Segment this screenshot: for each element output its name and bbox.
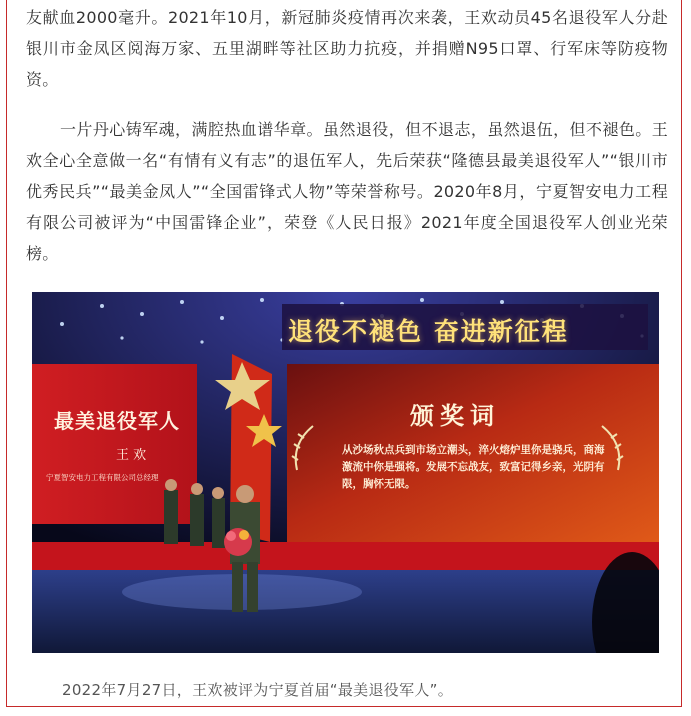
article-paragraph-1: 友献血2000毫升。2021年10月，新冠肺炎疫情再次来袭，王欢动员45名退役军人分赴银川市金凤区阅海万家、五里湖畔等社区助力抗疫，并捐赠N95口罩、行军床等防疫物资。 [26, 8, 668, 89]
article-paragraph-2: 一片丹心铸军魂，满腔热血谱华章。虽然退役，但不退志，虽然退伍，但不褪色。王欢全心全意做一名“有情有义有志”的退伍军人，先后荣获“隆德县最美退役军人”“银川市优秀民兵”“最美金凤人”“全国雷锋式人物”等荣誉称号。2020年8月，宁夏智安电力工程有限公司被评为“中国雷锋企业”，荣登《人民日报》2021年度全国退役军人创业光荣榜。 [26, 120, 668, 263]
stage-front-led [32, 542, 659, 572]
stage-floor [32, 570, 659, 653]
honor-guard [164, 479, 225, 548]
award-company: 宁夏智安电力工程有限公司总经理 [46, 473, 159, 482]
citation-body: 从沙场秋点兵到市场立潮头，淬火熔炉里你是骁兵，商海激流中你是强将。发展不忘战友，致富记得乡亲，光阴有限，胸怀无限。 [342, 444, 605, 490]
citation-title: 颁奖词 [410, 401, 500, 430]
award-name: 王 欢 [116, 448, 147, 463]
award-ceremony-photo [32, 292, 659, 653]
photo-caption: 2022年7月27日，王欢被评为宁夏首届“最美退役军人”。 [62, 681, 454, 699]
award-title: 最美退役军人 [54, 409, 180, 433]
banner-text: 退役不褪色 奋进新征程 [288, 317, 569, 346]
